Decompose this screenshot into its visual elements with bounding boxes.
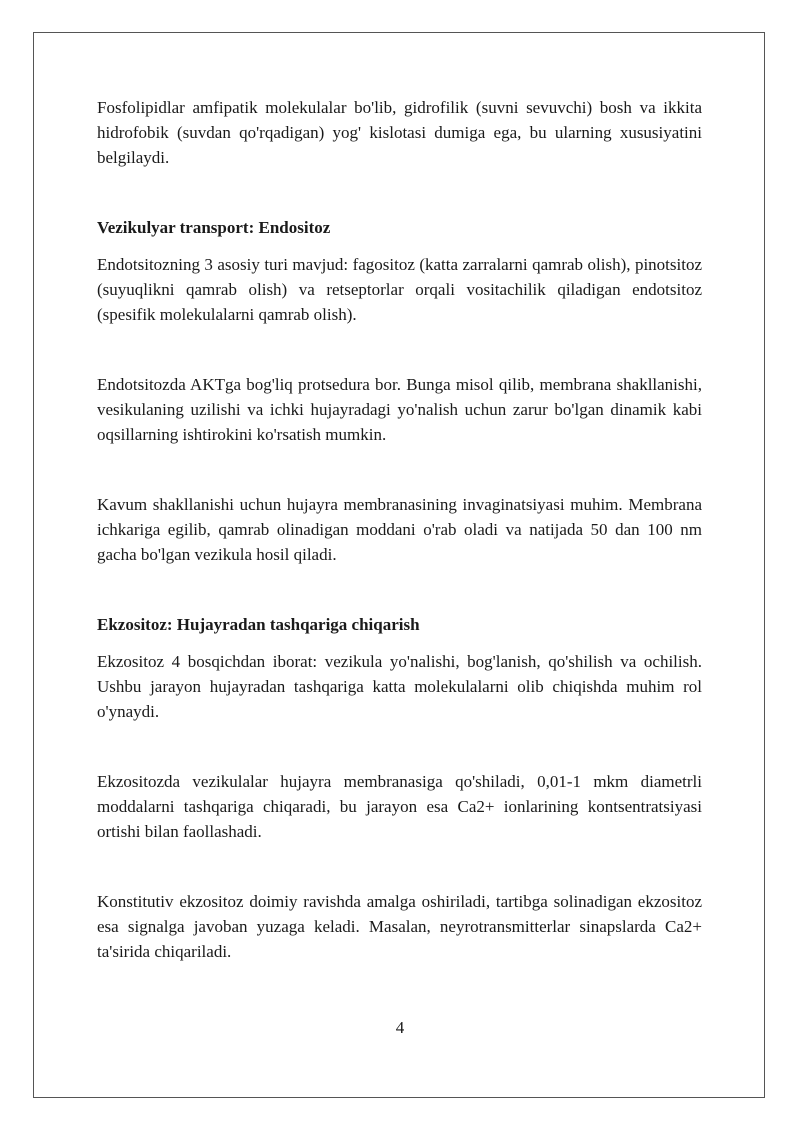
paragraph-endocytosis-types: Endotsitozning 3 asosiy turi mavjud: fagositoz (katta zarralarni qamrab olish), pinotsitoz (suyuqlikni qamrab olish) va retseptorlar orqali vositachilik qiladigan endotsitoz (spesifik molekulalarni qamrab olish). xyxy=(97,255,702,324)
spacer xyxy=(97,724,702,769)
spacer xyxy=(97,327,702,372)
spacer xyxy=(97,637,702,649)
spacer xyxy=(97,844,702,889)
paragraph-endocytosis-atp: Endotsitozda AKTga bog'liq protsedura bor. Bunga misol qilib, membrana shakllanishi, vesikulaning uzilishi va ichki hujayradagi yo'nalish uchun zarur bo'lgan dinamik kabi oqsillarning ishtirokini ko'rsatish mumkin. xyxy=(97,375,702,444)
paragraph-phospholipids: Fosfolipidlar amfipatik molekulalar bo'lib, gidrofilik (suvni sevuvchi) bosh va ikkita hidrofobik (suvdan qo'rqadigan) yog' kislotasi dumiga ega, bu ularning xususiyatini belgilaydi. xyxy=(97,98,702,167)
paragraph-constitutive-exocytosis: Konstitutiv ekzositoz doimiy ravishda amalga oshiriladi, tartibga solinadigan ekzositoz esa signalga javoban yuzaga keladi. Masalan, neyrotransmitterlar sinapslarda Ca2+ ta'sirida chiqariladi. xyxy=(97,892,702,961)
heading-endocytosis: Vezikulyar transport: Endositoz xyxy=(97,218,331,237)
paragraph-exocytosis-stages: Ekzositoz 4 bosqichdan iborat: vezikula yo'nalishi, bog'lanish, qo'shilish va ochilish. Ushbu jarayon hujayradan tashqariga katta molekulalarni olib chiqishda muhim rol o'ynaydi. xyxy=(97,652,702,721)
paragraph-exocytosis-calcium: Ekzositozda vezikulalar hujayra membranasiga qo'shiladi, 0,01-1 mkm diametrli moddalarni tashqariga chiqaradi, bu jarayon esa Ca2+ ionlarining kontsentratsiyasi ortishi bilan faollashadi. xyxy=(97,772,702,841)
spacer xyxy=(97,567,702,612)
page-number: 4 xyxy=(395,1018,405,1037)
spacer xyxy=(97,240,702,252)
heading-exocytosis: Ekzositoz: Hujayradan tashqariga chiqarish xyxy=(97,615,420,634)
document-body xyxy=(97,95,702,964)
spacer xyxy=(97,447,702,492)
paragraph-invagination: Kavum shakllanishi uchun hujayra membranasining invaginatsiyasi muhim. Membrana ichkariga egilib, qamrab olinadigan moddani o'rab oladi va natijada 50 dan 100 nm gacha bo'lgan vezikula hosil qiladi. xyxy=(97,495,702,564)
spacer xyxy=(97,170,702,215)
